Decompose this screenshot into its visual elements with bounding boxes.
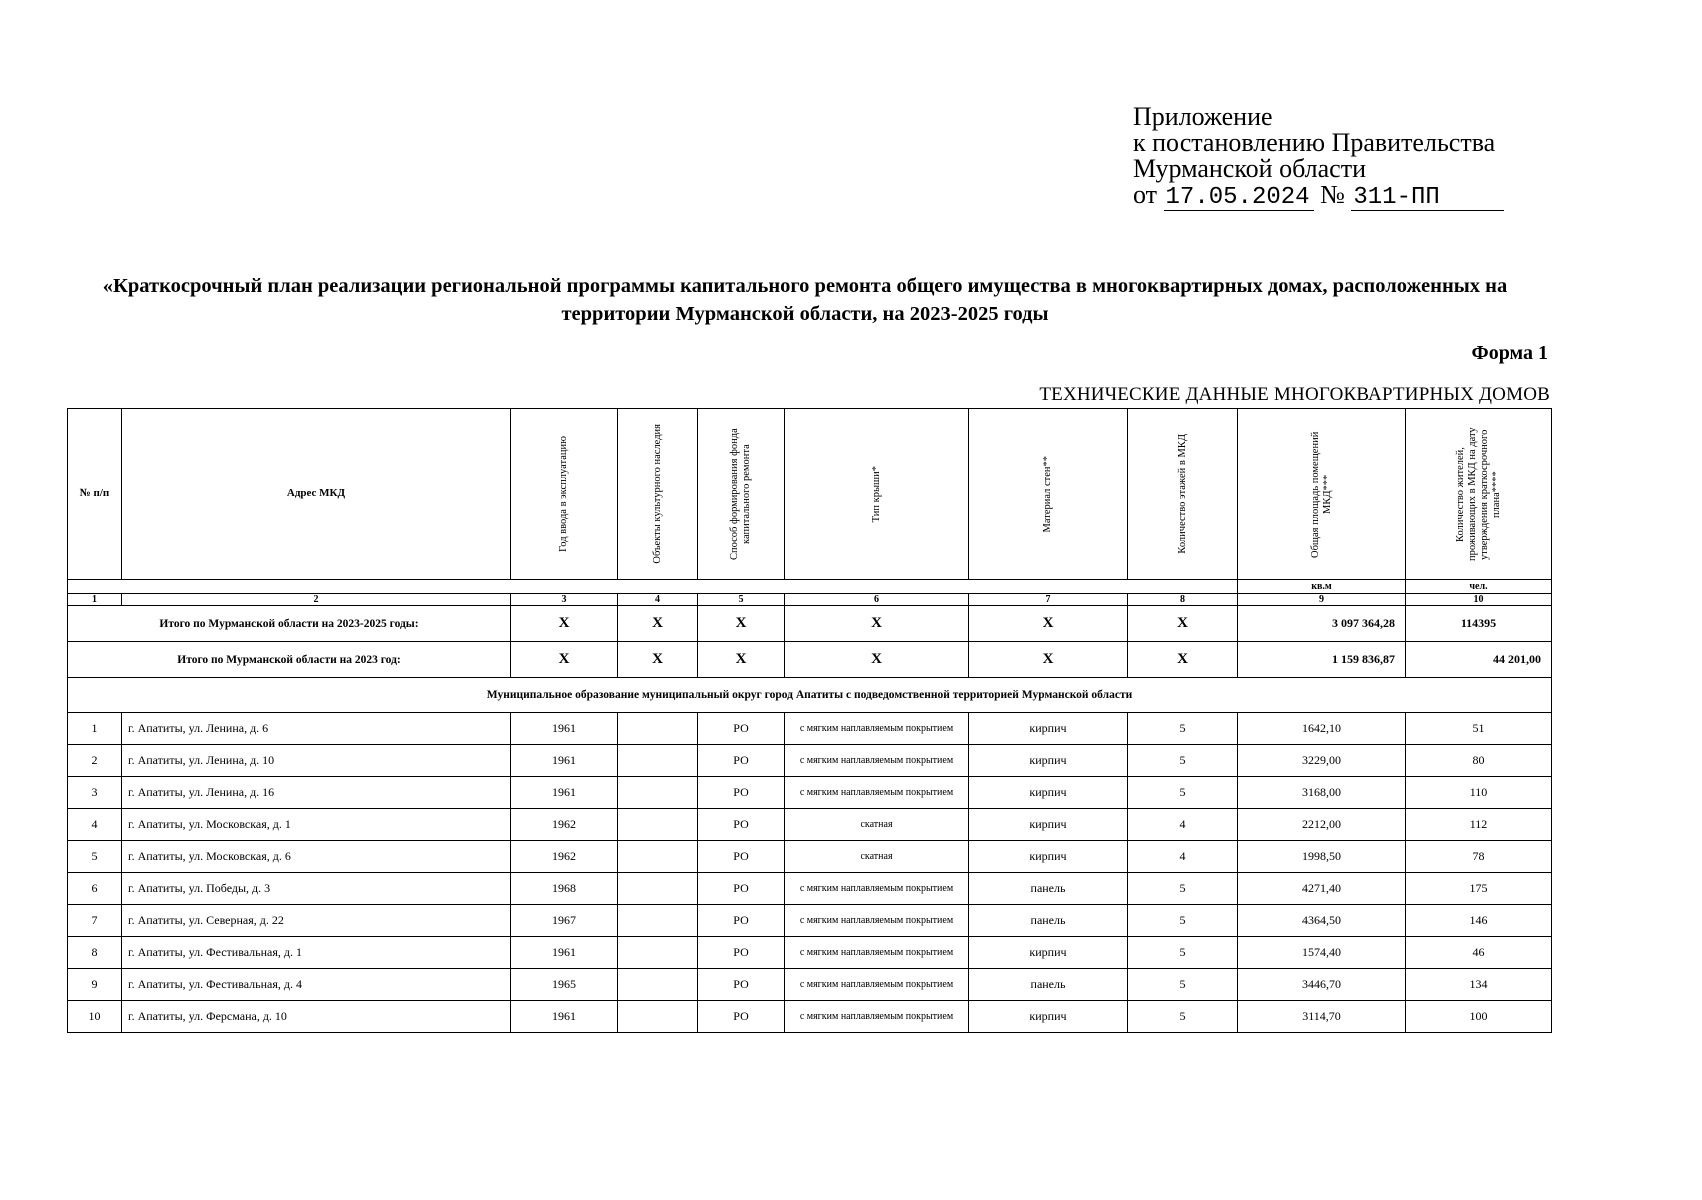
row-year: 1962	[511, 809, 618, 841]
row-address: г. Апатиты, ул. Ленина, д. 10	[122, 745, 511, 777]
row-fund: РО	[698, 937, 785, 969]
table-row	[68, 841, 1552, 873]
table-row	[68, 713, 1552, 745]
row-number: 6	[68, 873, 122, 905]
row-year: 1961	[511, 745, 618, 777]
row-heritage	[618, 809, 698, 841]
row-residents: 146	[1406, 905, 1552, 937]
row-heritage	[618, 873, 698, 905]
row-year: 1961	[511, 777, 618, 809]
table-row	[68, 745, 1552, 777]
date-prefix: от	[1133, 180, 1158, 209]
row-floors: 5	[1128, 777, 1238, 809]
row-area: 3114,70	[1238, 1001, 1406, 1033]
header-residents: Количество жителей, проживающих в МКД на дату утверждения краткосрочного плана****	[1406, 409, 1552, 580]
row-heritage	[618, 745, 698, 777]
row-fund: РО	[698, 745, 785, 777]
row-heritage	[618, 841, 698, 873]
row-number: 4	[68, 809, 122, 841]
title-line-2: территории Мурманской области, на 2023-2025 годы	[561, 303, 1049, 325]
row-year: 1962	[511, 841, 618, 873]
row-floors: 5	[1128, 713, 1238, 745]
row-number: 5	[68, 841, 122, 873]
row-number: 10	[68, 1001, 122, 1033]
total-all-label: Итого по Мурманской области на 2023-2025 годы:	[68, 606, 511, 642]
row-area: 1642,10	[1238, 713, 1406, 745]
row-roof: скатная	[785, 841, 969, 873]
row-walls: панель	[969, 905, 1128, 937]
data-rows	[68, 713, 1552, 1033]
row-roof: с мягким наплавляемым покрытием	[785, 1001, 969, 1033]
row-roof: скатная	[785, 809, 969, 841]
row-heritage	[618, 905, 698, 937]
row-floors: 5	[1128, 873, 1238, 905]
row-number: 9	[68, 969, 122, 1001]
row-walls: кирпич	[969, 841, 1128, 873]
row-address: г. Апатиты, ул. Ферсмана, д. 10	[122, 1001, 511, 1033]
total-2023-row: Итого по Мурманской области на 2023 год: X X X X X X 1 159 836,87 44 201,00	[68, 642, 1552, 678]
row-heritage	[618, 713, 698, 745]
row-walls: кирпич	[969, 777, 1128, 809]
row-area: 4271,40	[1238, 873, 1406, 905]
row-roof: с мягким наплавляемым покрытием	[785, 905, 969, 937]
row-fund: РО	[698, 841, 785, 873]
total-2023-area: 1 159 836,87	[1238, 642, 1406, 678]
row-fund: РО	[698, 713, 785, 745]
table-row	[68, 1001, 1552, 1033]
header-heritage: Объекты культурного наследия	[618, 409, 698, 580]
row-address: г. Апатиты, ул. Северная, д. 22	[122, 905, 511, 937]
row-number: 7	[68, 905, 122, 937]
decree-number: 311-ПП	[1351, 186, 1503, 211]
title-line-1: «Краткосрочный план реализации региональной программы капитального ремонта общего имущества в многоквартирных домах, расположенных на	[102, 275, 1508, 297]
form-label: Форма 1	[1471, 342, 1548, 364]
header-walls: Материал стен**	[969, 409, 1128, 580]
decree-date: 17.05.2024	[1164, 186, 1314, 211]
row-walls: кирпич	[969, 809, 1128, 841]
total-2023-label: Итого по Мурманской области на 2023 год:	[68, 642, 511, 678]
row-walls: кирпич	[969, 745, 1128, 777]
header-row	[68, 409, 1552, 580]
row-walls: панель	[969, 873, 1128, 905]
row-number: 3	[68, 777, 122, 809]
total-2023-2025-row: Итого по Мурманской области на 2023-2025 годы: X X X X X X 3 097 364,28 114395	[68, 606, 1552, 642]
column-numbers-row: 1 2 3 4 5 6 7 8 9 10	[68, 594, 1552, 606]
total-all-area: 3 097 364,28	[1238, 606, 1406, 642]
row-walls: панель	[969, 969, 1128, 1001]
table-row	[68, 937, 1552, 969]
row-walls: кирпич	[969, 1001, 1128, 1033]
row-address: г. Апатиты, ул. Фестивальная, д. 4	[122, 969, 511, 1001]
appendix-line-2: к постановлению Правительства	[1133, 128, 1496, 157]
municipality-name: Муниципальное образование муниципальный округ город Апатиты с подведомственной территорией Мурманской области	[68, 678, 1552, 713]
technical-data-table	[67, 408, 1552, 1033]
row-year: 1967	[511, 905, 618, 937]
row-residents: 110	[1406, 777, 1552, 809]
number-prefix: №	[1320, 180, 1345, 209]
row-floors: 5	[1128, 1001, 1238, 1033]
row-residents: 100	[1406, 1001, 1552, 1033]
row-residents: 80	[1406, 745, 1552, 777]
header-year: Год ввода в эксплуатацию	[511, 409, 618, 580]
row-area: 2212,00	[1238, 809, 1406, 841]
row-area: 3168,00	[1238, 777, 1406, 809]
row-address: г. Апатиты, ул. Московская, д. 1	[122, 809, 511, 841]
row-heritage	[618, 969, 698, 1001]
unit-residents: чел.	[1406, 580, 1552, 594]
row-area: 4364,50	[1238, 905, 1406, 937]
municipality-row	[68, 678, 1552, 713]
row-residents: 51	[1406, 713, 1552, 745]
row-year: 1961	[511, 1001, 618, 1033]
total-all-residents: 114395	[1406, 606, 1552, 642]
row-year: 1961	[511, 713, 618, 745]
row-residents: 134	[1406, 969, 1552, 1001]
row-heritage	[618, 777, 698, 809]
header-fund: Способ формирования фонда капитального ремонта	[698, 409, 785, 580]
header-roof: Тип крыши*	[785, 409, 969, 580]
appendix-block	[1133, 104, 1504, 211]
row-floors: 5	[1128, 969, 1238, 1001]
table-row	[68, 905, 1552, 937]
row-walls: кирпич	[969, 937, 1128, 969]
row-address: г. Апатиты, ул. Фестивальная, д. 1	[122, 937, 511, 969]
row-area: 1574,40	[1238, 937, 1406, 969]
row-year: 1961	[511, 937, 618, 969]
table-row	[68, 809, 1552, 841]
row-floors: 5	[1128, 905, 1238, 937]
row-roof: с мягким наплавляемым покрытием	[785, 969, 969, 1001]
table-row	[68, 777, 1552, 809]
header-floors: Количество этажей в МКД	[1128, 409, 1238, 580]
unit-row	[68, 580, 1552, 594]
row-area: 1998,50	[1238, 841, 1406, 873]
table-row	[68, 873, 1552, 905]
row-roof: с мягким наплавляемым покрытием	[785, 937, 969, 969]
row-roof: с мягким наплавляемым покрытием	[785, 713, 969, 745]
row-roof: с мягким наплавляемым покрытием	[785, 873, 969, 905]
row-residents: 175	[1406, 873, 1552, 905]
header-area: Общая площадь помещений МКД***	[1238, 409, 1406, 580]
row-number: 8	[68, 937, 122, 969]
table-caption: ТЕХНИЧЕСКИЕ ДАННЫЕ МНОГОКВАРТИРНЫХ ДОМОВ	[1039, 384, 1550, 405]
row-floors: 5	[1128, 745, 1238, 777]
row-roof: с мягким наплавляемым покрытием	[785, 777, 969, 809]
row-roof: с мягким наплавляемым покрытием	[785, 745, 969, 777]
appendix-line-3: Мурманской области	[1133, 154, 1366, 183]
row-floors: 4	[1128, 841, 1238, 873]
appendix-line-1: Приложение	[1133, 102, 1273, 131]
row-residents: 46	[1406, 937, 1552, 969]
row-address: г. Апатиты, ул. Московская, д. 6	[122, 841, 511, 873]
row-number: 2	[68, 745, 122, 777]
row-residents: 112	[1406, 809, 1552, 841]
row-residents: 78	[1406, 841, 1552, 873]
header-num: № п/п	[68, 409, 122, 580]
row-fund: РО	[698, 873, 785, 905]
row-fund: РО	[698, 905, 785, 937]
row-floors: 4	[1128, 809, 1238, 841]
row-fund: РО	[698, 777, 785, 809]
row-heritage	[618, 937, 698, 969]
row-year: 1965	[511, 969, 618, 1001]
row-address: г. Апатиты, ул. Победы, д. 3	[122, 873, 511, 905]
row-fund: РО	[698, 969, 785, 1001]
row-address: г. Апатиты, ул. Ленина, д. 16	[122, 777, 511, 809]
row-area: 3446,70	[1238, 969, 1406, 1001]
row-area: 3229,00	[1238, 745, 1406, 777]
row-year: 1968	[511, 873, 618, 905]
unit-area: кв.м	[1238, 580, 1406, 594]
row-walls: кирпич	[969, 713, 1128, 745]
row-heritage	[618, 1001, 698, 1033]
row-fund: РО	[698, 809, 785, 841]
appendix-date-line	[1133, 182, 1504, 211]
row-address: г. Апатиты, ул. Ленина, д. 6	[122, 713, 511, 745]
table-row	[68, 969, 1552, 1001]
document-title	[60, 272, 1550, 328]
row-floors: 5	[1128, 937, 1238, 969]
total-2023-residents: 44 201,00	[1406, 642, 1552, 678]
row-number: 1	[68, 713, 122, 745]
header-address: Адрес МКД	[122, 409, 511, 580]
row-fund: РО	[698, 1001, 785, 1033]
